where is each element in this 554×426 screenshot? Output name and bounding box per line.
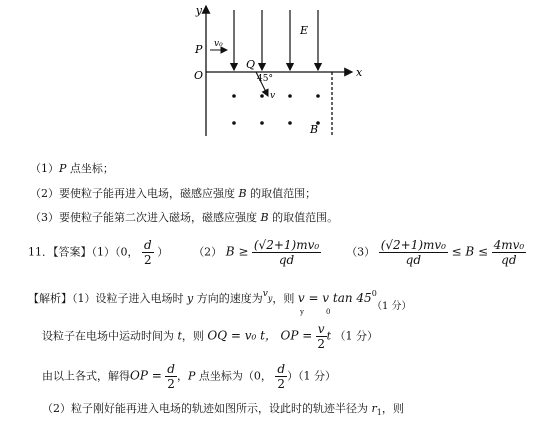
analysis-text: （2）粒子刚好能再进入电场的轨迹如图所示，设此时的轨迹半径为 (42, 402, 372, 415)
var-y: y (187, 292, 194, 305)
x-axis-label: x (356, 66, 363, 79)
frac-num: (√2+1)mv₀ (380, 238, 446, 252)
answer3b-fraction (492, 238, 527, 267)
equation: OP = (130, 368, 162, 383)
analysis-text: 【解析】（1）设粒子进入电场时 (28, 292, 187, 305)
q-label: Q (246, 58, 256, 71)
score-2: （1 分） (334, 329, 378, 343)
v0-label: v₀ (214, 39, 223, 49)
var-r: r (371, 402, 377, 415)
sup-y: y (300, 308, 304, 316)
vy-over-2-fraction (316, 322, 327, 351)
answer3-ineq: ≤ B ≤ (451, 244, 489, 259)
frac-den: 2 (317, 337, 325, 351)
question-number: （2） (30, 187, 59, 200)
answer3a-fraction (379, 238, 448, 267)
p-label: P (195, 43, 203, 56)
sub-1: 1 (376, 408, 382, 417)
e-label: E (300, 24, 309, 37)
question-text: 要使粒子能再进入电场，磁感应强度 (59, 187, 239, 200)
question-1 (30, 160, 114, 176)
question-3 (30, 209, 338, 225)
analysis-text: ）（1 分） (287, 369, 337, 383)
b-label: B (310, 123, 319, 136)
field-dot (232, 94, 236, 98)
analysis-text: 由以上各式，解得 (42, 369, 130, 383)
frac-den: 2 (277, 377, 286, 391)
answer2-ineq: B ≥ (225, 244, 249, 259)
degree: 0 (371, 289, 377, 298)
question-text: 的取值范围。 (268, 211, 339, 224)
frac-num: d (277, 362, 286, 376)
var-t: t (326, 329, 331, 343)
question-text: 的取值范围； (246, 187, 317, 200)
field-dot (288, 121, 292, 125)
analysis-text: 方向的速度为 (193, 292, 263, 305)
var-p: P (59, 162, 67, 175)
analysis-text: ，则 (272, 292, 298, 305)
var-b: B (260, 211, 269, 224)
question-number: （1） (30, 162, 59, 175)
analysis-text: ，则 (181, 329, 208, 343)
frac-num: 4mv₀ (493, 238, 525, 252)
answer-part3: （3） (346, 245, 376, 259)
y-axis-label: y (195, 4, 202, 17)
question-number: （3） (30, 211, 59, 224)
sub-y: y (267, 294, 273, 303)
analysis-line-3 (42, 362, 336, 391)
analysis-line-1 (28, 290, 377, 306)
answer-part2: （2） (193, 245, 223, 259)
equation: OQ = v₀ t， (207, 328, 278, 343)
analysis-text: 设粒子在电场中运动时间为 (42, 329, 178, 343)
frac-den: qd (278, 253, 295, 267)
analysis-line-4 (42, 400, 404, 416)
question-text: 点坐标； (66, 162, 114, 175)
answer-line (28, 238, 526, 267)
field-dot (260, 94, 264, 98)
frac-den: 2 (144, 253, 152, 267)
var-p: P (187, 369, 196, 383)
frac-num: d (144, 238, 152, 252)
analysis-text: ， (176, 369, 188, 383)
analysis-line-2 (42, 322, 378, 351)
field-dot (260, 121, 264, 125)
frac-num: v (317, 322, 325, 336)
var-t: t (177, 329, 182, 343)
analysis-text: ，则 (381, 402, 404, 415)
answer2-fraction (252, 238, 321, 267)
field-dot (288, 94, 292, 98)
field-dot (232, 121, 236, 125)
field-dot (316, 94, 320, 98)
d-over-2-fraction (275, 362, 287, 391)
answer-prefix: 11．【答案】（1）（0， (28, 245, 139, 259)
equation: v = v tan 45 (297, 291, 372, 305)
answer-close: ） (157, 245, 169, 259)
frac-den: qd (501, 253, 517, 267)
score-1: （1 分） (372, 301, 412, 312)
v-label: v (270, 91, 276, 101)
frac-num: d (167, 362, 175, 376)
question-text: 要使粒子能第二次进入磁场，磁感应强度 (59, 211, 261, 224)
frac-den: 2 (167, 377, 175, 391)
question-2 (30, 185, 316, 201)
var-b: B (238, 187, 247, 200)
origin-label: O (194, 69, 204, 82)
d-over-2-fraction (165, 362, 177, 391)
equation: OP = (280, 328, 313, 343)
frac-num: (√2+1)mv₀ (253, 238, 320, 252)
angle-label: 45° (257, 74, 273, 84)
answer1-fraction (142, 238, 154, 267)
var-v: v (262, 289, 268, 299)
physics-figure (180, 0, 370, 140)
frac-den: qd (405, 253, 422, 267)
analysis-text: 点坐标为（0， (195, 369, 272, 383)
sup-0: 0 (326, 308, 331, 316)
